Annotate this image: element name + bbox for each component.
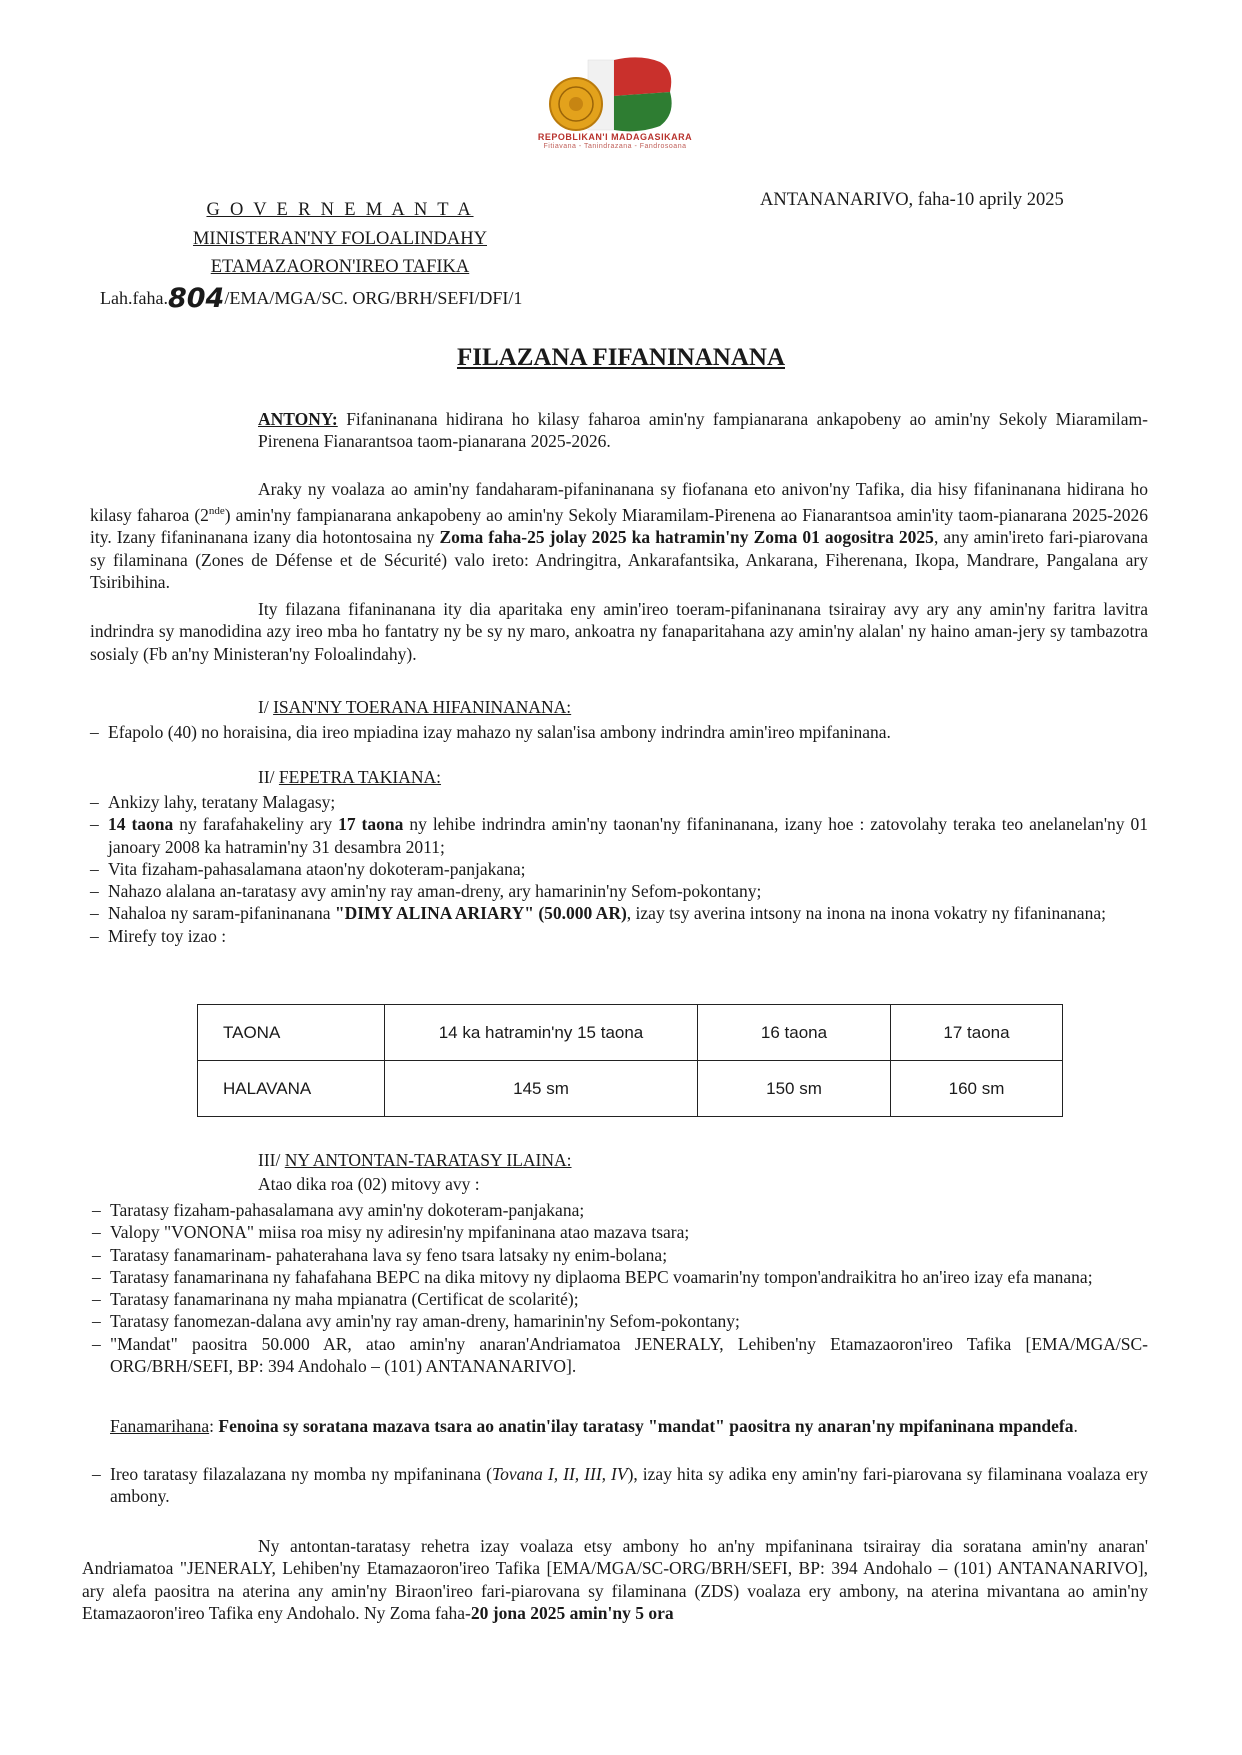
table-cell: 16 taona — [698, 1005, 891, 1061]
table-cell: 160 sm — [891, 1061, 1063, 1117]
list-item: – Taratasy fizaham-pahasalamana avy amin'ny dokoteram-panjakana; — [92, 1199, 1148, 1221]
list-item: – Valopy "VONONA" miisa roa misy ny adiresin'ny mpifaninana atao mazava tsara; — [92, 1221, 1148, 1243]
section-3-list-end — [92, 1463, 1148, 1508]
note-label: Fanamarihana — [110, 1416, 210, 1436]
section-1-list — [90, 721, 1148, 743]
table-row — [198, 1061, 1063, 1117]
section-1-heading: I/ ISAN'NY TOERANA HIFANINANANA: — [258, 697, 572, 717]
government-heading: G O V E R N E M A N T A — [206, 200, 474, 220]
intro-paragraph-1: Araky ny voalaza ao amin'ny fandaharam-pifaninanana sy fiofanana eto anivon'ny Tafika, dia hisy fifaninanana hidirana ho kilasy faharoa (2nde) amin'ny fampianarana ankapobeny ao amin'ny Sekoly Miaramilam-Pirenena ao Fianarantsoa amin'ity taom-pianarana 2025-2026 ity. Izany fifaninanana izany dia hotontosaina ny Zoma faha-25 jolay 2025 ka hatramin'ny Zoma 01 aogositra 2025, any amin'ireto fari-piarovana sy filaminana (Zones de Défense et de Sécurité) valo ireto: Andringitra, Ankarafantsika, Ankarana, Fiherenana, Ikopa, Mandrare, Pangalana ary Tsiribihina. — [90, 479, 1148, 593]
list-item: – Taratasy fanomezan-dalana avy amin'ny ray aman-dreny, hamarinin'ny Sefom-pokontany; — [92, 1310, 1148, 1332]
list-item: – Taratasy fanamarinam- pahaterahana lava sy feno tsara latsaky ny enim-bolana; — [92, 1244, 1148, 1266]
list-item: – Ankizy lahy, teratany Malagasy; — [90, 791, 1148, 813]
list-item: – Efapolo (40) no horaisina, dia ireo mpiadina izay mahazo ny salan'isa ambony indrindra amin'ireo mpifaninana. — [90, 721, 1148, 743]
table-cell: 150 sm — [698, 1061, 891, 1117]
list-item: – Taratasy fanamarinana ny fahafahana BEPC na dika mitovy ny diplaoma BEPC voamarin'ny tompon'andraikitra ho an'ireo izay efa manana; — [92, 1266, 1148, 1288]
height-requirement-table — [197, 1004, 1063, 1117]
table-cell: 17 taona — [891, 1005, 1063, 1061]
list-item: – Vita fizaham-pahasalamana ataon'ny dokoteram-panjakana; — [90, 858, 1148, 880]
flag-green-band — [614, 92, 672, 131]
subject-paragraph — [258, 408, 1148, 453]
list-item: – Nahazo alalana an-taratasy avy amin'ny ray aman-dreny, ary hamarinin'ny Sefom-pokontany; — [90, 880, 1148, 902]
reference-number — [100, 283, 522, 314]
document-date: ANTANANARIVO, faha-10 aprily 2025 — [760, 190, 1064, 210]
section-3-list — [92, 1199, 1148, 1377]
table-cell: 14 ka hatramin'ny 15 taona — [385, 1005, 698, 1061]
department-heading: ETAMAZAORON'IREO TAFIKA — [210, 257, 470, 277]
section-3-note: Fanamarihana: Fenoina sy soratana mazava tsara ao anatin'ilay taratasy "mandat" paositra ny anaran'ny mpifaninana mpandefa. — [110, 1416, 1078, 1436]
list-item: – 14 taona ny farafahakeliny ary 17 taona ny lehibe indrindra amin'ny taonan'ny fifaninanana, izany hoe : zatovolahy teraka teo anelanelan'ny 01 janoary 2008 ka hatramin'ny 31 desambra 2011; — [90, 813, 1148, 858]
handwritten-ref-number: 804 — [167, 283, 225, 314]
list-item: – Mirefy toy izao : — [90, 925, 1148, 947]
section-3-subheading: Atao dika roa (02) mitovy avy : — [258, 1174, 480, 1194]
list-item: – "Mandat" paositra 50.000 AR, atao amin'ny anaran'Andriamatoa JENERALY, Lehiben'ny Etamazaoron'ireo Tafika [EMA/MGA/SC-ORG/BRH/SEFI, BP: 394 Andohalo – (101) ANTANANARIVO]. — [92, 1333, 1148, 1378]
document-title: FILAZANA FIFANINANANA — [456, 344, 785, 371]
seal-motto: Fitiavana - Tanindrazana - Fandrosoana — [543, 143, 687, 150]
table-cell: 145 sm — [385, 1061, 698, 1117]
table-row — [198, 1005, 1063, 1061]
section-2-list — [90, 791, 1148, 947]
list-item: – Ireo taratasy filazalazana ny momba ny mpifaninana (Tovana I, II, III, IV), izay hita sy adika eny amin'ny fari-piarovana sy filaminana voalaza ery ambony. — [92, 1463, 1148, 1508]
list-item: – Nahaloa ny saram-pifaninanana "DIMY ALINA ARIARY" (50.000 AR), izay tsy averina intsony na inona na inona vokatry ny fifaninanana; — [90, 902, 1148, 924]
section-2-heading: II/ FEPETRA TAKIANA: — [258, 767, 442, 787]
reference-prefix: Lah.faha. — [100, 288, 168, 308]
seal-caption: REPOBLIKAN'I MADAGASIKARA — [537, 132, 693, 142]
table-cell: HALAVANA — [198, 1061, 385, 1117]
reference-suffix: /EMA/MGA/SC. ORG/BRH/SEFI/DFI/1 — [224, 288, 523, 308]
table-cell: TAONA — [198, 1005, 385, 1061]
subject-text: Fifaninanana hidirana ho kilasy faharoa amin'ny fampianarana ankapobeny ao amin'ny Sekoly Miaramilam-Pirenena Fianarantsoa taom-pianarana 2025-2026. — [258, 409, 1148, 452]
subject-label: ANTONY: — [258, 409, 338, 429]
ministry-heading: MINISTERAN'NY FOLOALINDAHY — [192, 229, 487, 249]
section-3-heading: III/ NY ANTONTAN-TARATASY ILAINA: — [258, 1150, 572, 1170]
list-item: – Taratasy fanamarinana ny maha mpianatra (Certificat de scolarité); — [92, 1288, 1148, 1310]
intro-paragraph-2: Ity filazana fifaninanana ity dia aparitaka eny amin'ireo toeram-pifaninanana tsirairay avy ary any amin'ny faritra lavitra indrindra sy manodidina azy ireo mba ho fantatry ny be sy ny maro, ankoatra ny fanaparitahana azy amin'ny alalan' ny haino aman-jery sy tambazotra sosialy (Fb an'ny Ministeran'ny Foloalindahy). — [90, 599, 1148, 664]
flag-red-band — [614, 57, 671, 96]
closing-paragraph: Ny antontan-taratasy rehetra izay voalaza etsy ambony ho an'ny mpifaninana tsirairay dia soratana amin'ny anaran' Andriamatoa "JENERALY, Lehiben'ny Etamazaoron'ireo Tafika [EMA/MGA/SC-ORG/BRH/SEFI, BP: 394 Andohalo – (101) ANTANANARIVO], ary alefa paositra na aterina any amin'ny Biraon'ireo fari-piarovana sy filaminana (ZDS) voalaza ery ambony, na aterina mivantana ao amin'ny Etamazaoron'ireo Tafika eny Andohalo. Ny Zoma faha-20 jona 2025 amin'ny 5 ora — [82, 1536, 1148, 1623]
